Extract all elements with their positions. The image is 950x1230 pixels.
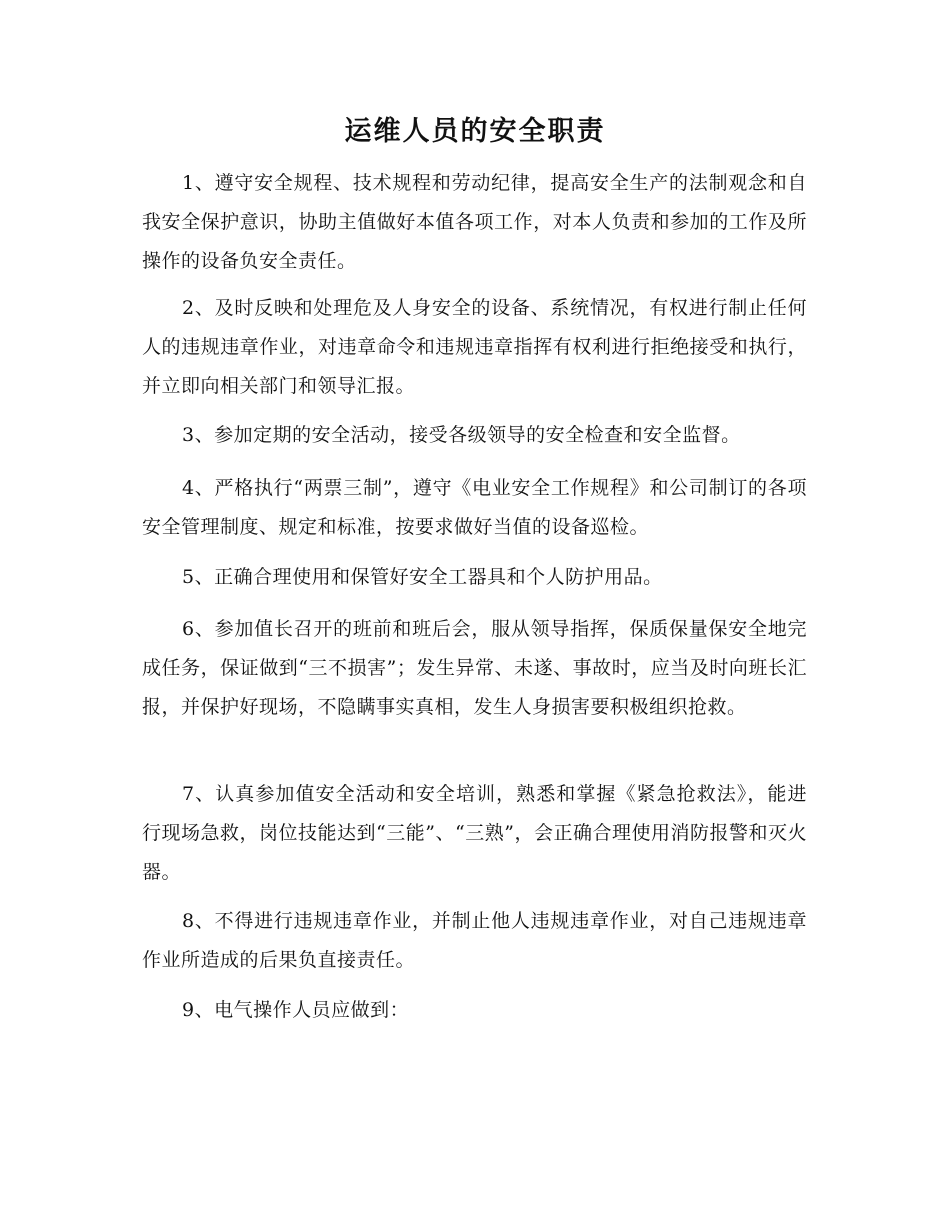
paragraph-8: 8、不得进行违规违章作业，并制止他人违规违章作业，对自己违规违章作业所造成的后果负直接责任。 — [142, 910, 807, 971]
paragraph-4: 4、严格执行“两票三制”，遵守《电业安全工作规程》和公司制订的各项安全管理制度、规定和标准，按要求做好当值的设备巡检。 — [142, 477, 807, 538]
paragraph-9: 9、电气操作人员应做到： — [182, 999, 410, 1021]
paragraph-5: 5、正确合理使用和保管好安全工器具和个人防护用品。 — [182, 566, 663, 588]
paragraph-6: 6、参加值长召开的班前和班后会，服从领导指挥，保质保量保安全地完成任务，保证做到“三不损害”；发生异常、未遂、事故时，应当及时向班长汇报，并保护好现场，不隐瞒事实真相，发生人身损害要积极组织抢救。 — [142, 618, 807, 718]
paragraph-3: 3、参加定期的安全活动，接受各级领导的安全检查和安全监督。 — [182, 424, 741, 446]
document-title: 运维人员的安全职责 — [344, 116, 606, 147]
paragraph-1: 1、遵守安全规程、技术规程和劳动纪律，提高安全生产的法制观念和自我安全保护意识，协助主值做好本值各项工作，对本人负责和参加的工作及所操作的设备负安全责任。 — [142, 172, 807, 272]
paragraph-2: 2、及时反映和处理危及人身安全的设备、系统情况，有权进行制止任何人的违规违章作业，对违章命令和违规违章指挥有权利进行拒绝接受和执行，并立即向相关部门和领导汇报。 — [142, 297, 807, 397]
paragraph-7: 7、认真参加值安全活动和安全培训，熟悉和掌握《紧急抢救法》，能进行现场急救，岗位技能达到“三能”、“三熟”，会正确合理使用消防报警和灭火器。 — [142, 783, 807, 883]
